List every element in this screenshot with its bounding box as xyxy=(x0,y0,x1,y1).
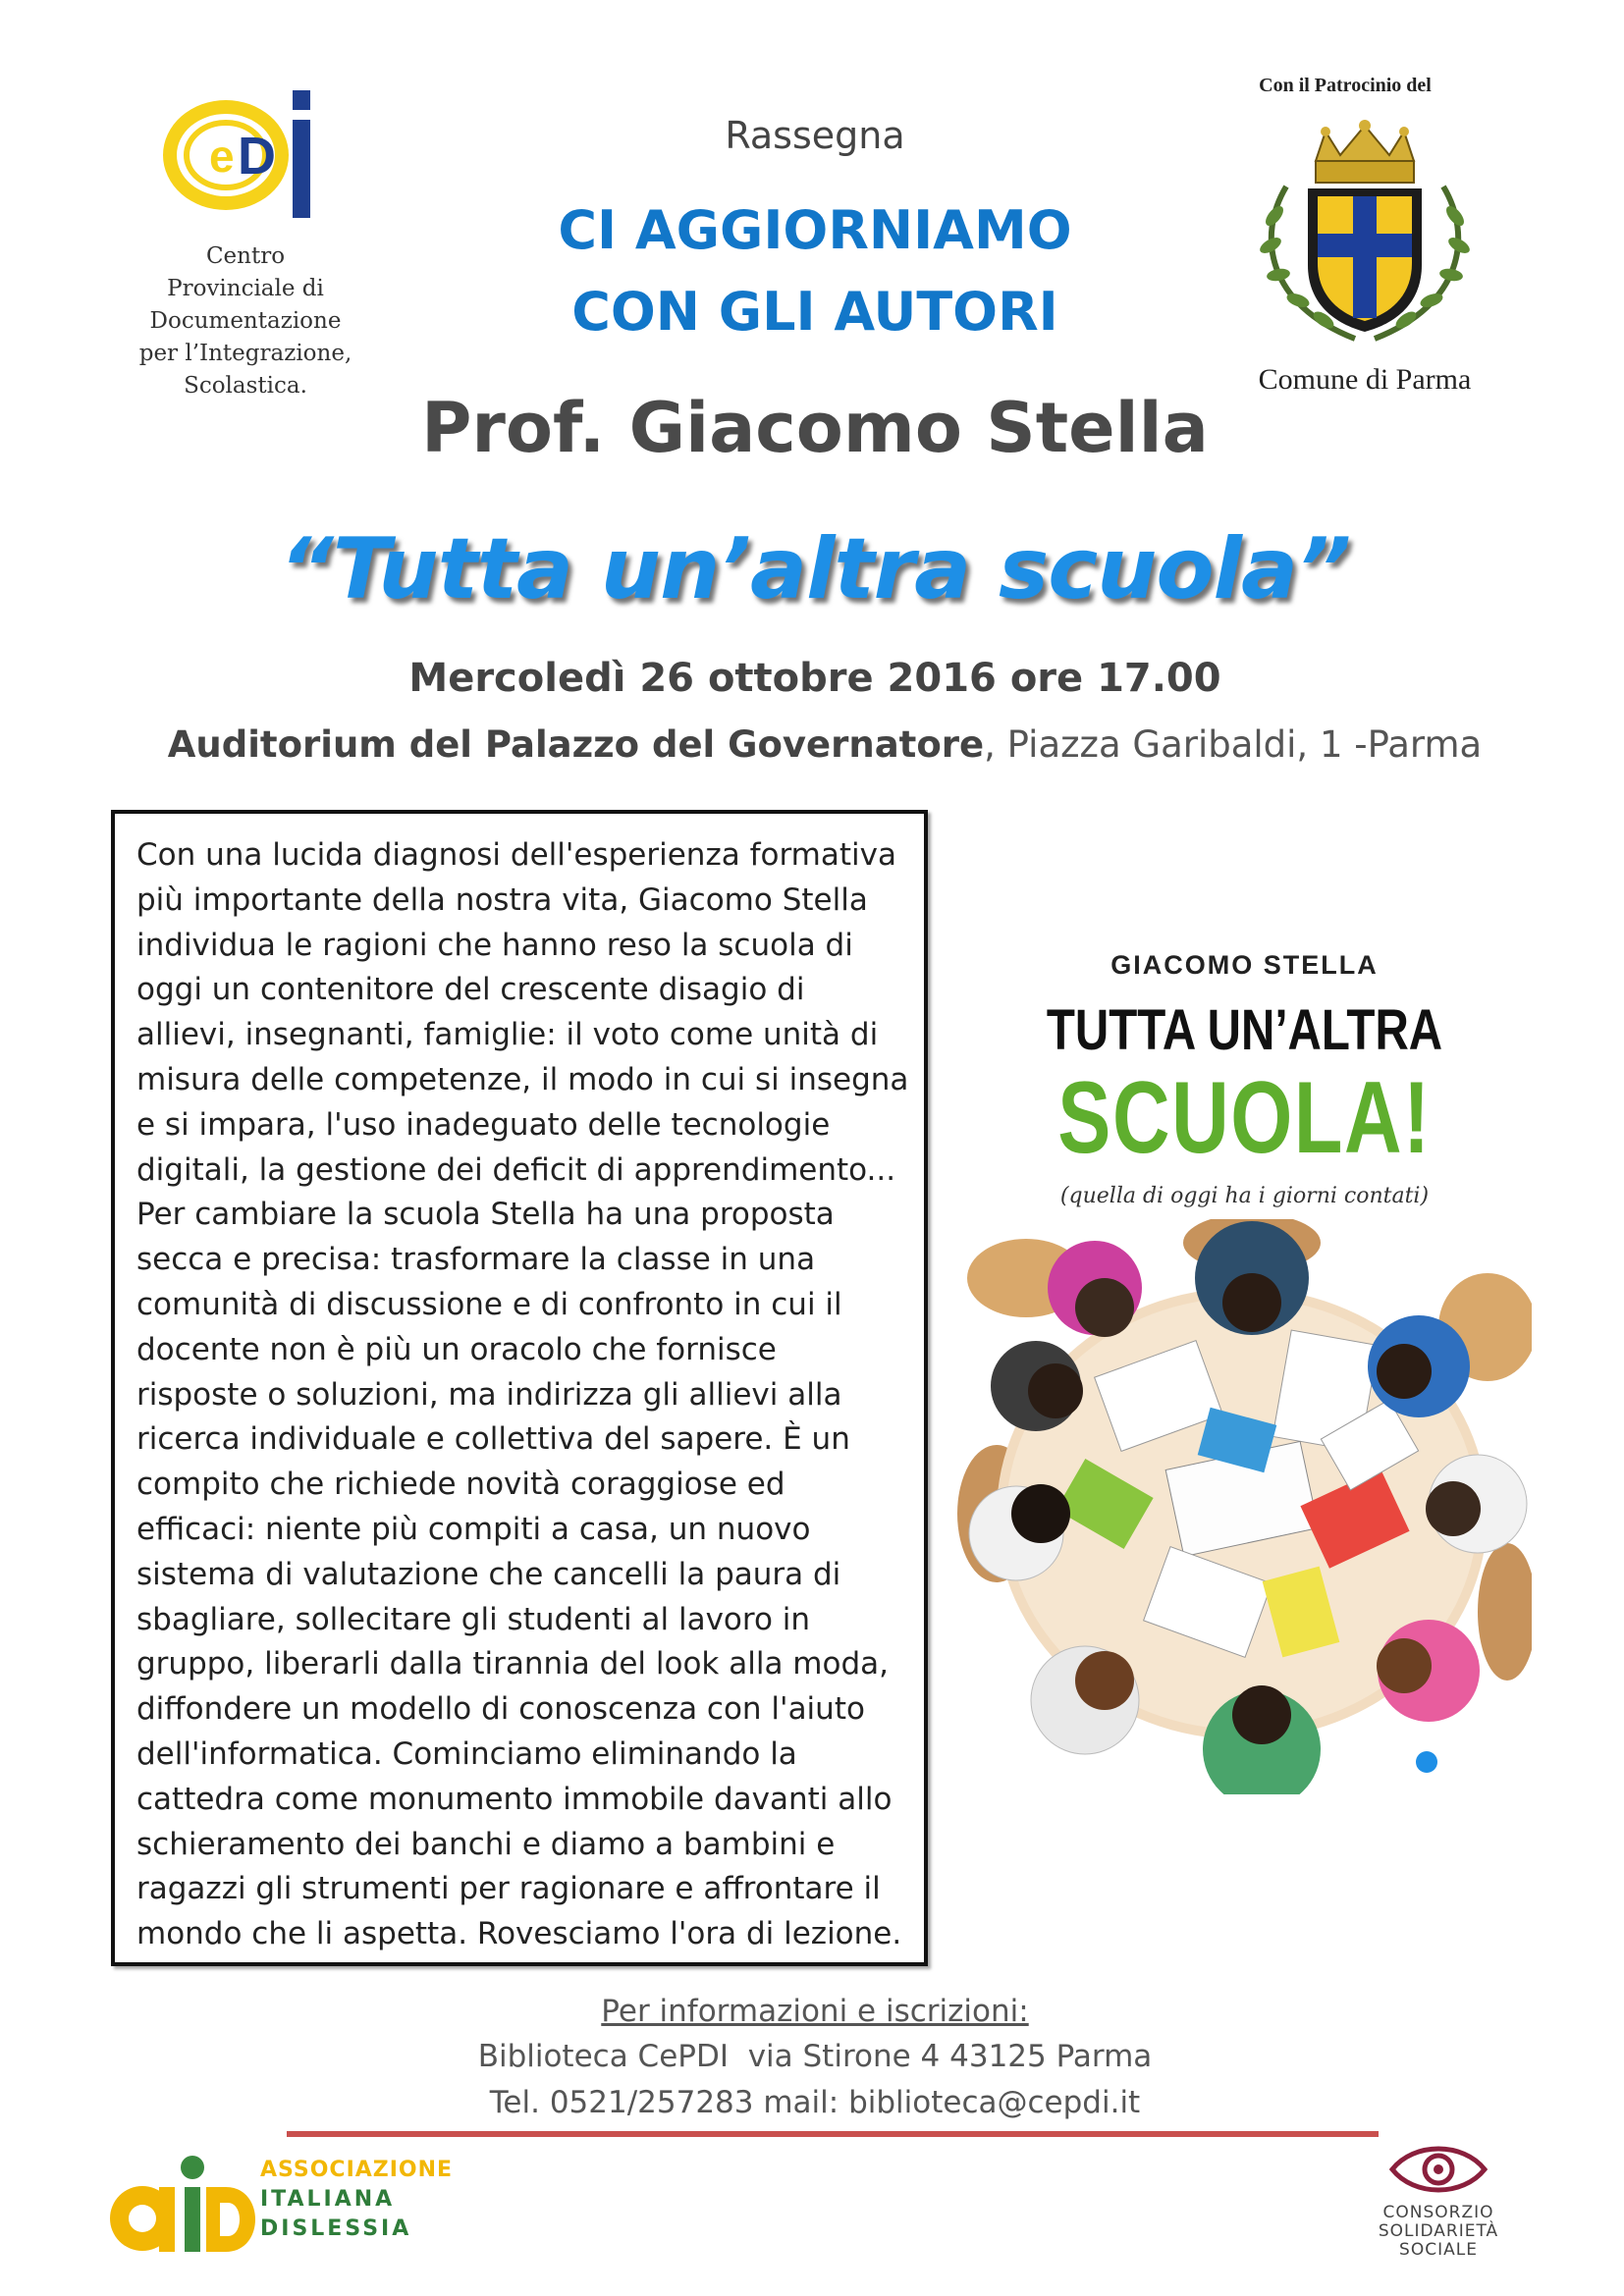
description-line: oggi un contenitore del crescente disagio di xyxy=(136,972,805,1008)
description-line: allievi, insegnanti, famiglie: il voto come unità di xyxy=(136,1017,879,1053)
event-venue xyxy=(137,723,1512,766)
description-line: mondo che li aspetta. Rovesciamo l'ora di lezione. xyxy=(136,1916,902,1952)
description-line: misura delle competenze, il modo in cui si insegna xyxy=(136,1061,909,1097)
description-line: efficaci: niente più compiti a casa, un nuovo xyxy=(136,1511,811,1547)
description-line: diffondere un modello di conoscenza con l'aiuto xyxy=(136,1691,865,1728)
description-line: più importante della nostra vita, Giacomo Stella xyxy=(136,881,868,918)
cover-title-line-1: TUTTA UN’ALTRA xyxy=(1046,998,1443,1062)
parma-crest-icon xyxy=(1247,118,1483,353)
comune-di-parma-label: Comune di Parma xyxy=(1258,363,1472,396)
venue-name: Auditorium del Palazzo del Governatore xyxy=(167,723,985,766)
divider xyxy=(287,2131,1379,2137)
consorzio-line-3: SOCIALE xyxy=(1399,2240,1478,2260)
info-contacts: Tel. 0521/257283 mail: biblioteca@cepdi.it xyxy=(489,2085,1141,2120)
description-line: e si impara, l'uso inadeguato delle tecnologie xyxy=(136,1106,831,1143)
event-date: Mercoledì 26 ottobre 2016 ore 17.00 xyxy=(408,656,1221,701)
info-address: Biblioteca CePDI via Stirone 4 43125 Parma xyxy=(477,2039,1153,2074)
svg-text:e: e xyxy=(209,131,235,182)
description-line: gruppo, liberarli dalla tirannia del look alla moda, xyxy=(136,1646,889,1682)
description-line: compito che richiede novità coraggiose ed xyxy=(136,1467,785,1503)
cepdi-logo xyxy=(155,79,322,226)
aid-line-1: ASSOCIAZIONE xyxy=(260,2158,454,2182)
description-line: risposte o soluzioni, ma indirizza gli allievi alla xyxy=(136,1376,842,1413)
cepdi-caption-line: Centro xyxy=(205,243,286,269)
consorzio-line-1: CONSORZIO xyxy=(1382,2203,1494,2222)
event-title-line-1: CI AGGIORNIAMO xyxy=(558,199,1072,261)
description-line: digitali, la gestione dei deficit di apprendimento... xyxy=(136,1151,896,1188)
students-table-illustration xyxy=(957,1219,1532,1794)
cover-title-line-2: SCUOLA! xyxy=(1057,1061,1432,1175)
description-line: dell'informatica. Cominciamo eliminando la xyxy=(136,1735,797,1772)
description-line: secca e precisa: trasformare la classe in una xyxy=(136,1242,816,1278)
description-line: Per cambiare la scuola Stella ha una proposta xyxy=(136,1197,835,1233)
description-text xyxy=(136,833,922,1957)
book-title: “Tutta un’altra scuola” xyxy=(279,520,1351,618)
cepdi-caption xyxy=(113,240,378,402)
cepdi-caption-line: Provinciale di xyxy=(167,276,324,301)
description-line: ricerca individuale e collettiva del sapere. È un xyxy=(136,1421,850,1458)
consorzio-eye-icon xyxy=(1384,2140,1492,2199)
description-line: Con una lucida diagnosi dell'esperienza formativa xyxy=(136,837,896,873)
svg-text:D: D xyxy=(238,127,276,186)
venue-address: , Piazza Garibaldi, 1 -Parma xyxy=(984,723,1483,766)
cover-subtitle: (quella di oggi ha i giorni contati) xyxy=(1059,1184,1430,1208)
cover-author: GIACOMO STELLA xyxy=(1110,950,1379,980)
event-title-line-2: CON GLI AUTORI xyxy=(571,281,1058,343)
rassegna-label: Rassegna xyxy=(725,114,905,157)
aid-name xyxy=(260,2156,506,2244)
consorzio-line-2: SOLIDARIETÀ xyxy=(1378,2221,1499,2241)
description-line: docente non è più un oracolo che fornisce xyxy=(136,1331,777,1367)
aid-line-3: DISLESSIA xyxy=(260,2216,412,2241)
description-line: schieramento dei banchi e diamo a bambini e xyxy=(136,1826,836,1862)
cover-publisher: GIUNTI xyxy=(1440,1750,1521,1777)
cepdi-caption-line: Documentazione xyxy=(149,308,342,334)
info-heading: Per informazioni e iscrizioni: xyxy=(601,1994,1029,2029)
patrocinio-label: Con il Patrocinio del xyxy=(1259,75,1432,96)
cepdi-caption-line: per l’Integrazione, xyxy=(138,341,352,366)
description-line: ragazzi gli strumenti per ragionare e affrontare il xyxy=(136,1871,881,1907)
description-box xyxy=(111,810,928,1966)
description-line: individua le ragioni che hanno reso la scuola di xyxy=(136,927,853,963)
description-line: cattedra come monumento immobile davanti allo xyxy=(136,1781,893,1817)
consorzio-name xyxy=(1350,2204,1527,2260)
speaker-name: Prof. Giacomo Stella xyxy=(421,388,1209,468)
book-cover xyxy=(957,925,1532,1794)
aid-line-2: ITALIANA xyxy=(260,2187,396,2212)
description-line: comunità di discussione e di confronto in cui il xyxy=(136,1286,842,1322)
description-line: sbagliare, sollecitare gli studenti al lavoro in xyxy=(136,1601,811,1637)
description-line: sistema di valutazione che cancelli la paura di xyxy=(136,1556,841,1592)
cepdi-caption-line: Scolastica. xyxy=(184,373,307,399)
